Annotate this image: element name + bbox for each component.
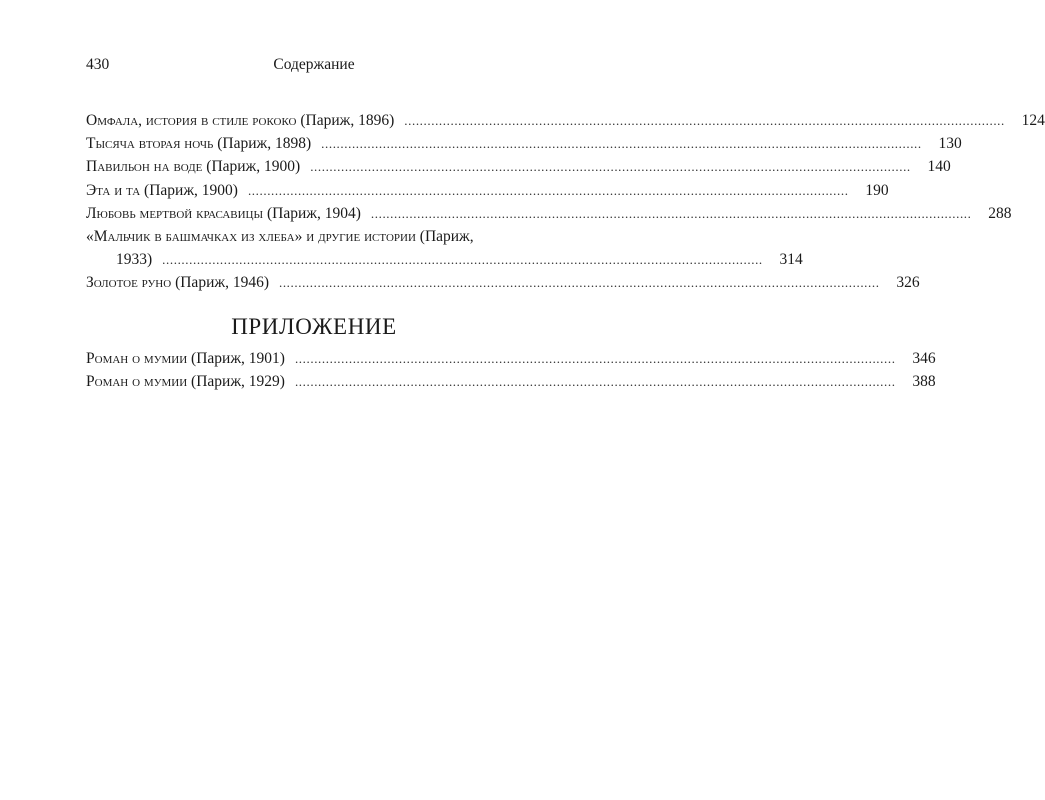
toc-entry-name: Роман о мумии — [86, 350, 188, 367]
dot-leader: ............................................................................................................................................................ — [321, 136, 922, 152]
toc-entry — [86, 179, 889, 202]
toc-entry-page: 190 — [865, 181, 889, 199]
toc-entry-page: 326 — [896, 274, 920, 292]
dot-leader: ............................................................................................................................................................ — [294, 351, 896, 366]
dot-leader: ............................................................................................................................................................ — [404, 113, 1005, 128]
dot-leader: ............................................................................................................................................................ — [370, 205, 972, 221]
toc-entry — [86, 155, 951, 178]
toc-entry-title — [86, 179, 238, 202]
running-header — [86, 56, 542, 78]
toc-entry-title — [86, 155, 300, 178]
toc-entry-note: (Париж, 1900) — [206, 158, 301, 176]
table-of-contents — [86, 109, 1045, 295]
toc-entry-title — [86, 132, 311, 155]
toc-entry-title — [86, 202, 361, 225]
toc-entry-name: Роман о мумии — [86, 373, 188, 391]
toc-entry-name: «Мальчик в башмачках из хлеба» и другие истории — [86, 227, 416, 245]
toc-entry-note: (Париж, — [419, 227, 474, 245]
toc-entry-title — [86, 225, 542, 248]
running-title: Содержание — [273, 56, 355, 73]
toc-entry — [86, 109, 1045, 132]
toc-entry-title — [86, 347, 285, 370]
dot-leader: ............................................................................................................................................................ — [278, 275, 880, 291]
toc-entry — [86, 347, 936, 370]
toc-entry-page: 288 — [988, 204, 1012, 222]
toc-entry — [86, 132, 962, 155]
toc-entry-page: 124 — [1021, 112, 1045, 129]
appendix-contents — [86, 347, 936, 393]
toc-entry-page: 314 — [779, 251, 803, 269]
toc-entry-continuation — [86, 248, 803, 271]
toc-entry-title — [86, 271, 269, 294]
toc-entry-title — [86, 370, 285, 393]
toc-entry-note: 1933) — [116, 251, 153, 269]
toc-entry-page: 346 — [912, 350, 936, 367]
toc-entry — [86, 271, 920, 294]
dot-leader: ............................................................................................................................................................ — [294, 374, 896, 390]
toc-entry — [86, 225, 803, 271]
toc-entry-name: Эта и та — [86, 181, 141, 199]
toc-entry — [86, 370, 936, 393]
toc-entry-page: 388 — [912, 373, 936, 391]
toc-entry-page: 140 — [927, 158, 951, 176]
toc-entry-note: (Париж, 1904) — [266, 204, 361, 222]
toc-entry-name: Павильон на воде — [86, 158, 203, 176]
toc-entry-page: 130 — [938, 135, 962, 153]
toc-entry-note: (Париж, 1896) — [300, 112, 395, 129]
toc-entry-name: Золотое руно — [86, 274, 172, 292]
toc-entry-note: (Париж, 1900) — [144, 181, 238, 199]
page-number: 430 — [86, 56, 110, 73]
toc-entry-note: (Париж, 1898) — [217, 135, 312, 153]
dot-leader: ............................................................................................................................................................ — [247, 182, 849, 198]
appendix-heading: ПРИЛОЖЕНИЕ — [231, 314, 397, 339]
toc-entry-name: Тысяча вторая ночь — [86, 135, 214, 153]
toc-entry-note: (Париж, 1946) — [175, 274, 269, 292]
dot-leader: ............................................................................................................................................................ — [162, 252, 763, 268]
toc-entry-note: (Париж, 1901) — [191, 350, 285, 367]
toc-entry-name: Любовь мертвой красавицы — [86, 204, 264, 222]
toc-entry-name: Омфала, история в стиле рококо — [86, 112, 297, 129]
toc-entry-title — [86, 109, 394, 132]
toc-entry — [86, 202, 1012, 225]
toc-entry-note: (Париж, 1929) — [191, 373, 285, 391]
dot-leader: ............................................................................................................................................................ — [310, 159, 911, 175]
